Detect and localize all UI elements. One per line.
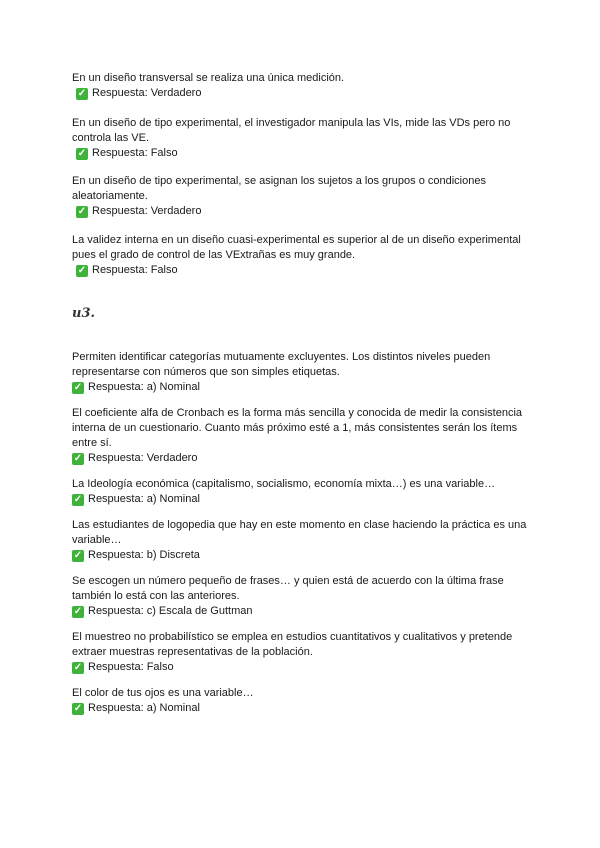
check-icon: ✓ xyxy=(77,205,87,217)
qa-item xyxy=(72,406,532,466)
answer-text: Respuesta: Verdadero xyxy=(88,452,198,464)
answer-line xyxy=(72,660,532,675)
answer-line xyxy=(72,604,532,619)
check-icon: ✓ xyxy=(77,147,87,159)
question-text: El color de tus ojos es una variable… xyxy=(72,687,254,699)
check-icon: ✓ xyxy=(73,702,83,714)
question-text: En un diseño transversal se realiza una única medición. xyxy=(72,72,345,84)
qa-item xyxy=(72,574,532,619)
qa-item xyxy=(72,233,532,278)
check-icon: ✓ xyxy=(73,605,83,617)
question-text: El coeficiente alfa de Cronbach es la forma más sencilla y conocida de medir la consistencia interna de un cuestionario. Cuanto más próximo esté a 1, más consistentes serán los ítems entre sí. xyxy=(72,407,523,449)
qa-item xyxy=(72,686,532,716)
qa-item xyxy=(72,518,532,563)
check-icon: ✓ xyxy=(73,452,83,464)
answer-text: Respuesta: Falso xyxy=(92,147,178,159)
question-text: Se escogen un número pequeño de frases… y quien está de acuerdo con la última frase también lo está con las anteriores. xyxy=(72,575,504,602)
check-icon: ✓ xyxy=(73,381,83,393)
section-heading: u3. xyxy=(72,306,96,321)
answer-line xyxy=(72,548,532,563)
question-text: El muestreo no probabilístico se emplea en estudios cuantitativos y cualitativos y pretende extraer muestras representativas de la población. xyxy=(72,631,513,658)
check-icon: ✓ xyxy=(77,264,87,276)
answer-text: Respuesta: Verdadero xyxy=(92,87,202,99)
answer-line xyxy=(72,263,532,278)
question-text: Permiten identificar categorías mutuamente excluyentes. Los distintos niveles pueden representarse con números que son simples etiquetas. xyxy=(72,351,491,378)
check-icon: ✓ xyxy=(73,549,83,561)
check-icon: ✓ xyxy=(73,493,83,505)
qa-item xyxy=(72,630,532,675)
answer-line xyxy=(72,492,532,507)
question-text: La validez interna en un diseño cuasi-experimental es superior al de un diseño experimental pues el grado de control de las VExtrañas es muy grande. xyxy=(72,234,521,261)
question-text: En un diseño de tipo experimental, el investigador manipula las VIs, mide las VDs pero no controla las VE. xyxy=(72,117,511,144)
answer-text: Respuesta: a) Nominal xyxy=(88,381,200,393)
question-text: En un diseño de tipo experimental, se asignan los sujetos a los grupos o condiciones aleatoriamente. xyxy=(72,175,486,202)
check-icon: ✓ xyxy=(73,661,83,673)
answer-line xyxy=(72,380,532,395)
question-text: Las estudiantes de logopedia que hay en este momento en clase haciendo la práctica es una variable… xyxy=(72,519,527,546)
qa-item xyxy=(72,350,532,395)
answer-line xyxy=(72,204,532,219)
answer-line xyxy=(72,146,532,161)
qa-item xyxy=(72,71,532,101)
answer-line xyxy=(72,701,532,716)
qa-item xyxy=(72,477,532,507)
check-icon: ✓ xyxy=(77,87,87,99)
answer-text: Respuesta: b) Discreta xyxy=(88,549,200,561)
qa-item xyxy=(72,174,532,219)
answer-text: Respuesta: c) Escala de Guttman xyxy=(88,605,253,617)
answer-line xyxy=(72,86,532,101)
answer-text: Respuesta: Falso xyxy=(88,661,174,673)
answer-text: Respuesta: a) Nominal xyxy=(88,702,200,714)
answer-text: Respuesta: Falso xyxy=(92,264,178,276)
question-text: La Ideología económica (capitalismo, socialismo, economía mixta…) es una variable… xyxy=(72,478,496,490)
answer-text: Respuesta: Verdadero xyxy=(92,205,202,217)
qa-item xyxy=(72,116,532,161)
answer-text: Respuesta: a) Nominal xyxy=(88,493,200,505)
answer-line xyxy=(72,451,532,466)
